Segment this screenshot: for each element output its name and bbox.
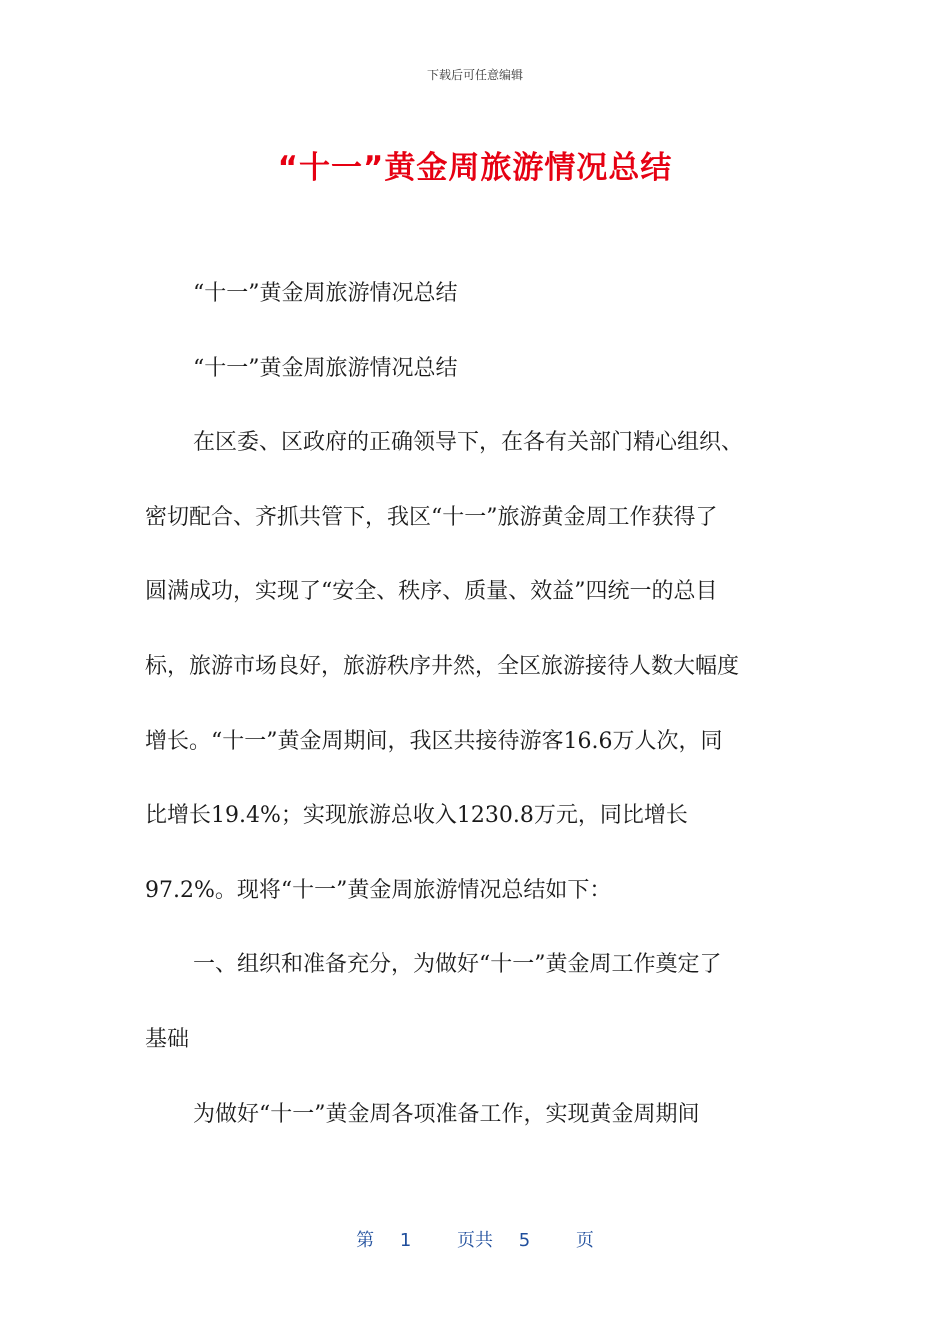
- page-middle: 页共: [457, 1230, 493, 1251]
- body-line: 标，旅游市场良好，旅游秩序井然，全区旅游接待人数大幅度: [145, 653, 740, 679]
- section-heading-line: 一、组织和准备充分，为做好“十一”黄金周工作奠定了: [193, 952, 722, 978]
- page-prefix: 第: [356, 1230, 375, 1251]
- body-line: 密切配合、齐抓共管下，我区“十一”旅游黄金周工作获得了: [145, 504, 718, 530]
- page-total-number: 5: [518, 1230, 531, 1251]
- body-line: 为做好“十一”黄金周各项准备工作，实现黄金周期间: [193, 1101, 700, 1127]
- page-suffix: 页: [575, 1230, 594, 1251]
- body-line: 在区委、区政府的正确领导下，在各有关部门精心组织、: [193, 430, 744, 456]
- body-line: “十一”黄金周旅游情况总结: [193, 355, 458, 381]
- document-title: “十一”黄金周旅游情况总结: [277, 150, 673, 186]
- page-footer: [0, 1226, 950, 1252]
- body-line: 增长。“十一”黄金周期间，我区共接待游客16.6万人次，同: [145, 728, 723, 754]
- page-current-number: 1: [399, 1230, 412, 1251]
- body-line: 圆满成功，实现了“安全、秩序、质量、效益”四统一的总目: [145, 579, 718, 605]
- body-line: “十一”黄金周旅游情况总结: [193, 281, 458, 306]
- body-line: 比增长19.4%；实现旅游总收入1230.8万元，同比增长: [145, 803, 688, 829]
- section-heading-line: 基础: [145, 1026, 190, 1052]
- body-line: 97.2%。现将“十一”黄金周旅游情况总结如下：: [145, 877, 612, 903]
- header-note: 下载后可任意编辑: [426, 68, 523, 82]
- document-body: [145, 257, 805, 1152]
